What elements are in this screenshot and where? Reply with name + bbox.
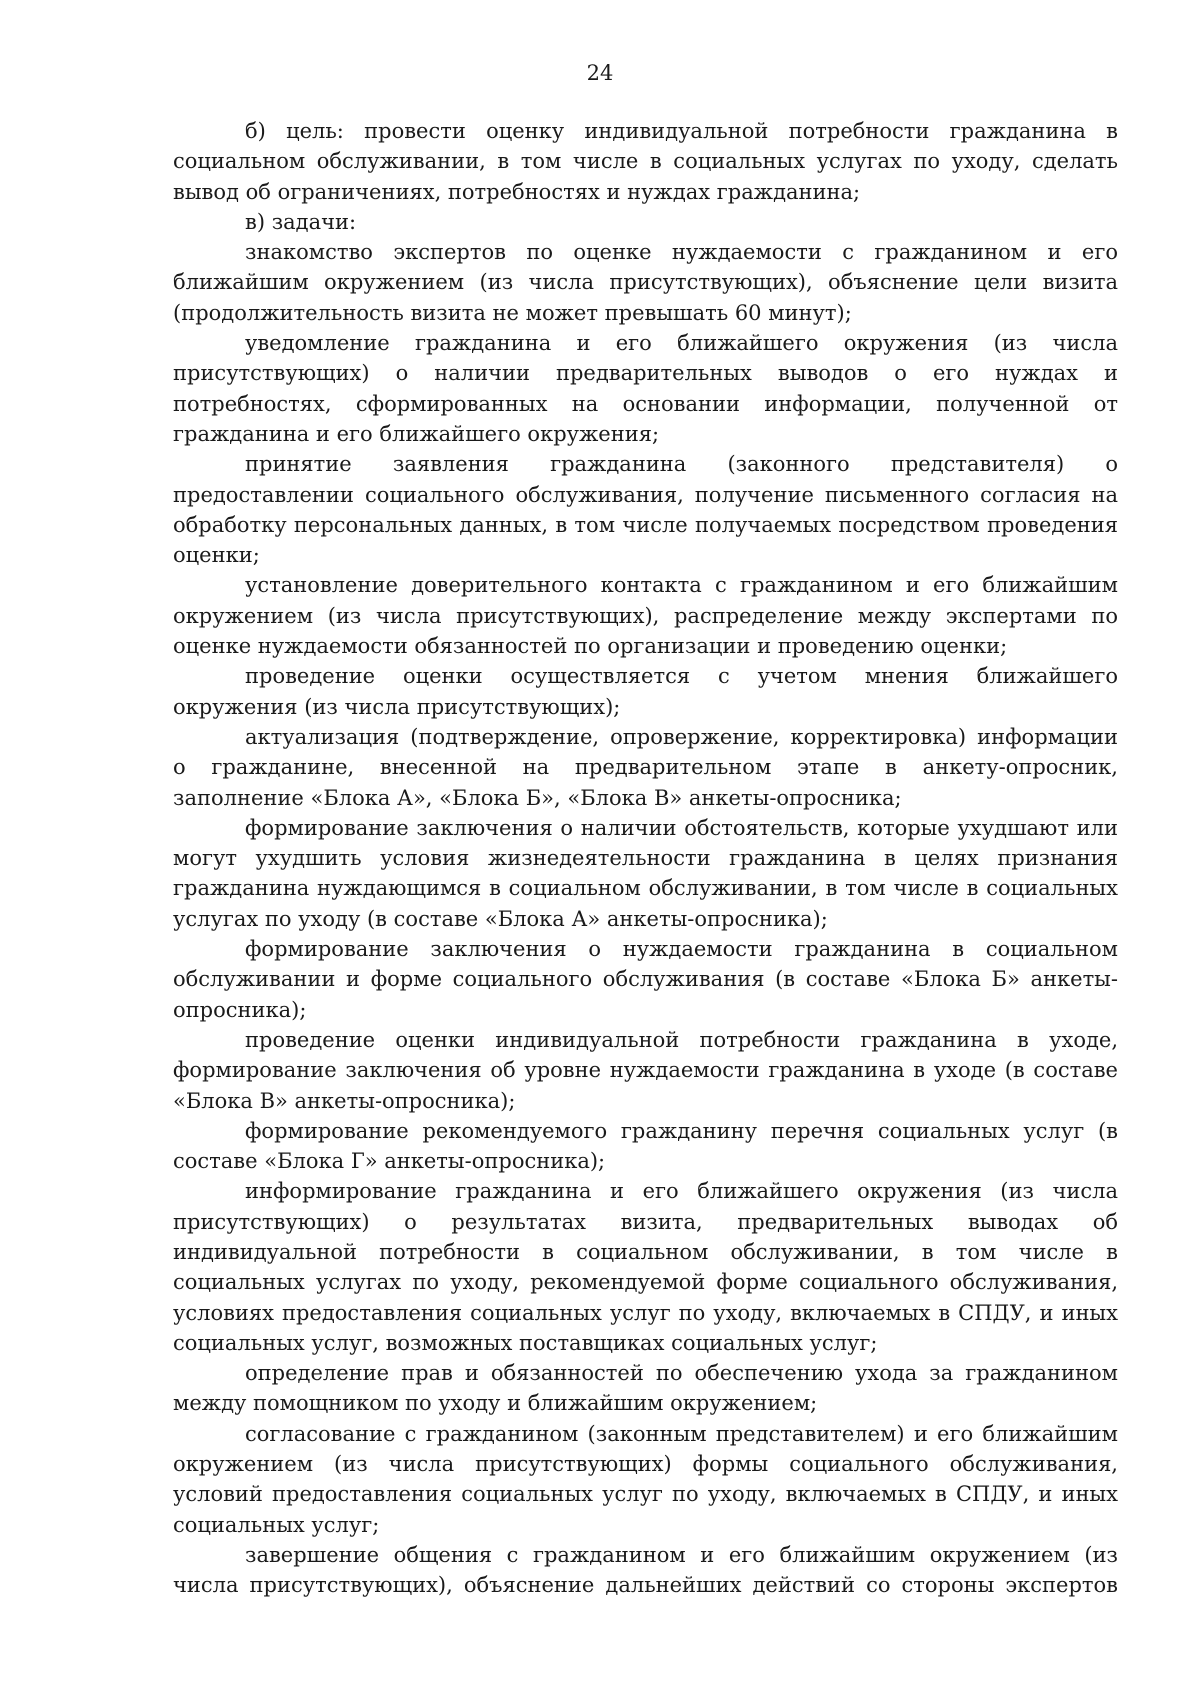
paragraph-task-actualization: актуализация (подтверждение, опровержение, корректировка) информации о гражданине, внесенной на предварительном этапе в анкету-опросник, заполнение «Блока А», «Блока Б», «Блока В» анкеты-опросника; [173,724,1118,810]
document-body [173,116,1118,1601]
paragraph-tasks-heading: в) задачи: [245,209,357,234]
paragraph-task-application: принятие заявления гражданина (законного представителя) о предоставлении социального обслуживания, получение письменного согласия на обработку персональных данных, в том числе получаемых посредством проведения оценки; [173,452,1118,568]
paragraph-task-conclusion-need: формирование заключения о нуждаемости гражданина в социальном обслуживании и форме социального обслуживания (в составе «Блока Б» анкеты-опросника); [173,937,1118,1022]
paragraph-task-conclusion-circumstances: формирование заключения о наличии обстоятельств, которые ухудшают или могут ухудшить условия жизнедеятельности гражданина в целях признания гражданина нуждающимся в социальном обслуживании, в том числе в социальных услугах по уходу (в составе «Блока А» анкеты-опросника); [173,815,1118,931]
paragraph-task-notification: уведомление гражданина и его ближайшего окружения (из числа присутствующих) о наличии предварительных выводов о его нуждах и потребностях, сформированных на основании информации, полученной от гражданина и его ближайшего окружения; [173,331,1118,446]
paragraph-task-contact: установление доверительного контакта с гражданином и его ближайшим окружением (из числа присутствующих), распределение между экспертами по оценке нуждаемости обязанностей по организации и проведению оценки; [173,573,1118,659]
paragraph-goal: б) цель: провести оценку индивидуальной потребности гражданина в социальном обслуживании, в том числе в социальных услугах по уходу, сделать вывод об ограничениях, потребностях и нуждах гражданина; [173,119,1118,204]
paragraph-task-rights: определение прав и обязанностей по обеспечению ухода за гражданином между помощником по уходу и ближайшим окружением; [173,1361,1118,1416]
page-number: 24 [586,61,614,85]
paragraph-task-opinion: проведение оценки осуществляется с учетом мнения ближайшего окружения (из числа присутствующих); [173,664,1118,719]
paragraph-task-completion: завершение общения с гражданином и его ближайшим окружением (из числа присутствующих), объяснение дальнейших действий со стороны экспертов [173,1542,1118,1598]
paragraph-task-informing: информирование гражданина и его ближайшего окружения (из числа присутствующих) о результатах визита, предварительных выводах об индивидуальной потребности в социальном обслуживании, в том числе в социальных услугах по уходу, рекомендуемой форме социального обслуживания, условиях предоставления социальных услуг по уходу, включаемых в СПДУ, и иных социальных услуг, возможных поставщиках социальных услуг; [173,1179,1118,1355]
paragraph-task-services-list: формирование рекомендуемого гражданину перечня социальных услуг (в составе «Блока Г» анкеты-опросника); [173,1118,1118,1174]
paragraph-task-care-assessment: проведение оценки индивидуальной потребности гражданина в уходе, формирование заключения об уровне нуждаемости гражданина в уходе (в составе «Блока В» анкеты-опросника); [173,1027,1118,1113]
paragraph-task-acquaintance: знакомство экспертов по оценке нуждаемости с гражданином и его ближайшим окружением (из числа присутствующих), объяснение цели визита (продолжительность визита не может превышать 60 минут); [173,240,1118,325]
paragraph-task-agreement: согласование с гражданином (законным представителем) и его ближайшим окружением (из числа присутствующих) формы социального обслуживания, условий предоставления социальных услуг по уходу, включаемых в СПДУ, и иных социальных услуг; [173,1421,1118,1537]
